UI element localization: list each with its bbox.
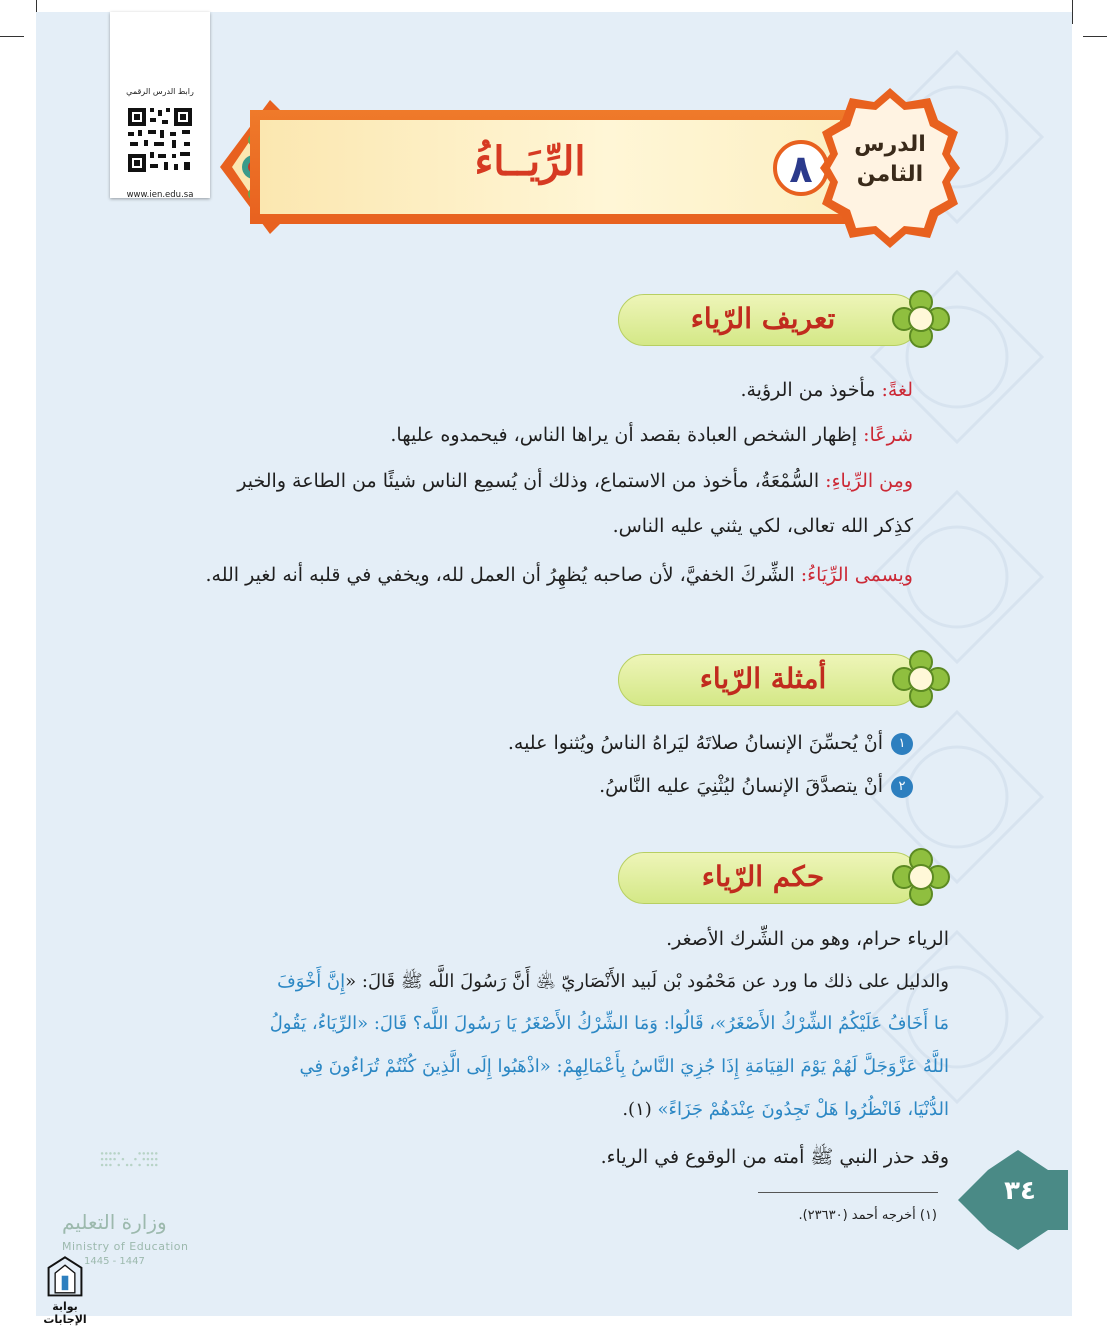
qr-card[interactable]	[110, 12, 210, 198]
section-header-ruling	[618, 846, 948, 908]
section-title: أمثلة الرّياء	[699, 662, 827, 695]
example-item	[599, 775, 913, 798]
crop-mark	[1072, 0, 1073, 24]
qr-caption: رابط الدرس الرقمي	[126, 87, 194, 96]
quatrefoil-icon	[890, 846, 952, 908]
footnote: (١) أخرجه أحمد (٢٣٦٣٠).	[798, 1208, 937, 1223]
section-header-definition	[618, 288, 948, 350]
text-language: مأخوذ من الرؤية.	[740, 379, 882, 401]
quatrefoil-icon	[890, 648, 952, 710]
ruling-line	[622, 1099, 949, 1120]
footnote-ref[interactable]: (١).	[622, 1099, 658, 1120]
hadith-text: الرِّيَاءُ، يَقُولُ	[269, 1013, 358, 1034]
label-hidden-shirk: ويسمى الرِّيَاءُ:	[800, 564, 913, 586]
footnote-divider	[758, 1192, 938, 1193]
lesson-tag	[840, 130, 940, 190]
qr-url[interactable]: www.ien.edu.sa	[126, 190, 194, 200]
lesson-banner	[220, 100, 926, 234]
definition-language	[740, 379, 913, 401]
definition-sumaa-cont: كذِكر الله تعالى، لكي يثني عليه الناس.	[612, 515, 913, 537]
hadith-text: مَا أَخَافُ عَلَيْكُمُ الشِّرْكُ الأَصْغَرُ»، قَالُوا: وَمَا الشِّرْكُ الأَصْغَرُ يَا رَسُولَ اللَّه؟ قَالَ: «	[357, 1013, 949, 1034]
crop-mark	[0, 36, 24, 37]
text-sharia: إظهار الشخص العبادة بقصد أن يراها الناس، فيحمدوه عليها.	[390, 424, 864, 446]
example-number: ٢	[891, 776, 913, 798]
label-language: لغةً:	[881, 379, 913, 401]
text-hidden-shirk: الشِّركَ الخفيَّ، لأن صاحبه يُظهِرُ أن العمل لله، ويخفي في قلبه أنه لغير الله.	[205, 564, 801, 586]
ministry-name-ar: وزارة التعليم	[62, 1210, 167, 1234]
example-item	[508, 732, 913, 755]
label-sharia: شرعًا:	[863, 424, 913, 446]
watermark-text: بوابة الإجابات	[43, 1300, 87, 1326]
hadith-text: الدُّنْيَا، فَانْظُرُوا هَلْ تَجِدُونَ عِنْدَهُمْ جَزَاءً»	[657, 1099, 949, 1120]
ruling-text: والدليل على ذلك ما ورد عن مَحْمُود بْن لَبيد الأَنْصَاريّ ﵁ أَنَّ رَسُولَ اللَّه ﷺ قَالَ: «	[345, 971, 949, 992]
example-number: ١	[891, 733, 913, 755]
section-title: حكم الرّياء	[701, 860, 825, 893]
ministry-name-en: Ministry of Education	[62, 1240, 189, 1253]
definition-sharia	[390, 424, 913, 446]
ruling-line: الرياء حرام، وهو من الشِّرك الأصغر.	[666, 928, 949, 950]
label-sumaa: ومِن الرِّياءِ:	[825, 470, 913, 492]
section-title: تعريف الرّياء	[690, 302, 836, 335]
ruling-line	[270, 1013, 949, 1034]
ruling-line	[277, 970, 949, 996]
lesson-title: الرِّيَــاءُ	[474, 138, 586, 185]
lesson-tag-line1: الدرس	[854, 132, 926, 157]
text-sumaa: السُّمْعَةُ، مأخوذ من الاستماع، وذلك أن يُسمِع الناس شيئًا من الطاعة والخير	[237, 470, 826, 492]
page-number: ٣٤	[1004, 1176, 1036, 1206]
ministry-year: 1445 - 1447	[84, 1256, 145, 1267]
definition-sumaa	[237, 470, 913, 492]
lesson-number: ٨	[773, 140, 829, 196]
hadith-text: إِنَّ أَخْوَفَ	[277, 971, 346, 992]
lesson-tag-line2: الثامن	[856, 162, 924, 187]
crop-mark	[1083, 36, 1107, 37]
definition-hidden-shirk	[205, 564, 913, 586]
example-text: أنْ يتصدَّقَ الإنسانُ ليُثْنِيَ عليه النَّاسُ.	[599, 775, 883, 797]
portal-logo-icon	[42, 1256, 88, 1302]
ministry-logo-icon	[60, 1150, 200, 1200]
ruling-line: وقد حذر النبي ﷺ أمته من الوقوع في الرياء.	[600, 1146, 949, 1168]
hadith-line: اللَّهُ عَزَّوَجَلَّ لَهُمْ يَوْمَ القِيَامَةِ إِذَا جُزِيَ النَّاسُ بِأَعْمَالِهِمْ: «اذْهَبُوا إِلَى الَّذِينَ كُنْتُمْ تُرَاءُونَ فِي	[299, 1056, 949, 1077]
example-text: أنْ يُحسِّنَ الإنسانُ صلاتَهُ ليَراهُ الناسُ ويُثنوا عليه.	[507, 732, 883, 754]
quatrefoil-icon	[890, 288, 952, 350]
section-header-examples	[618, 648, 948, 710]
qr-code-icon[interactable]	[126, 106, 194, 174]
